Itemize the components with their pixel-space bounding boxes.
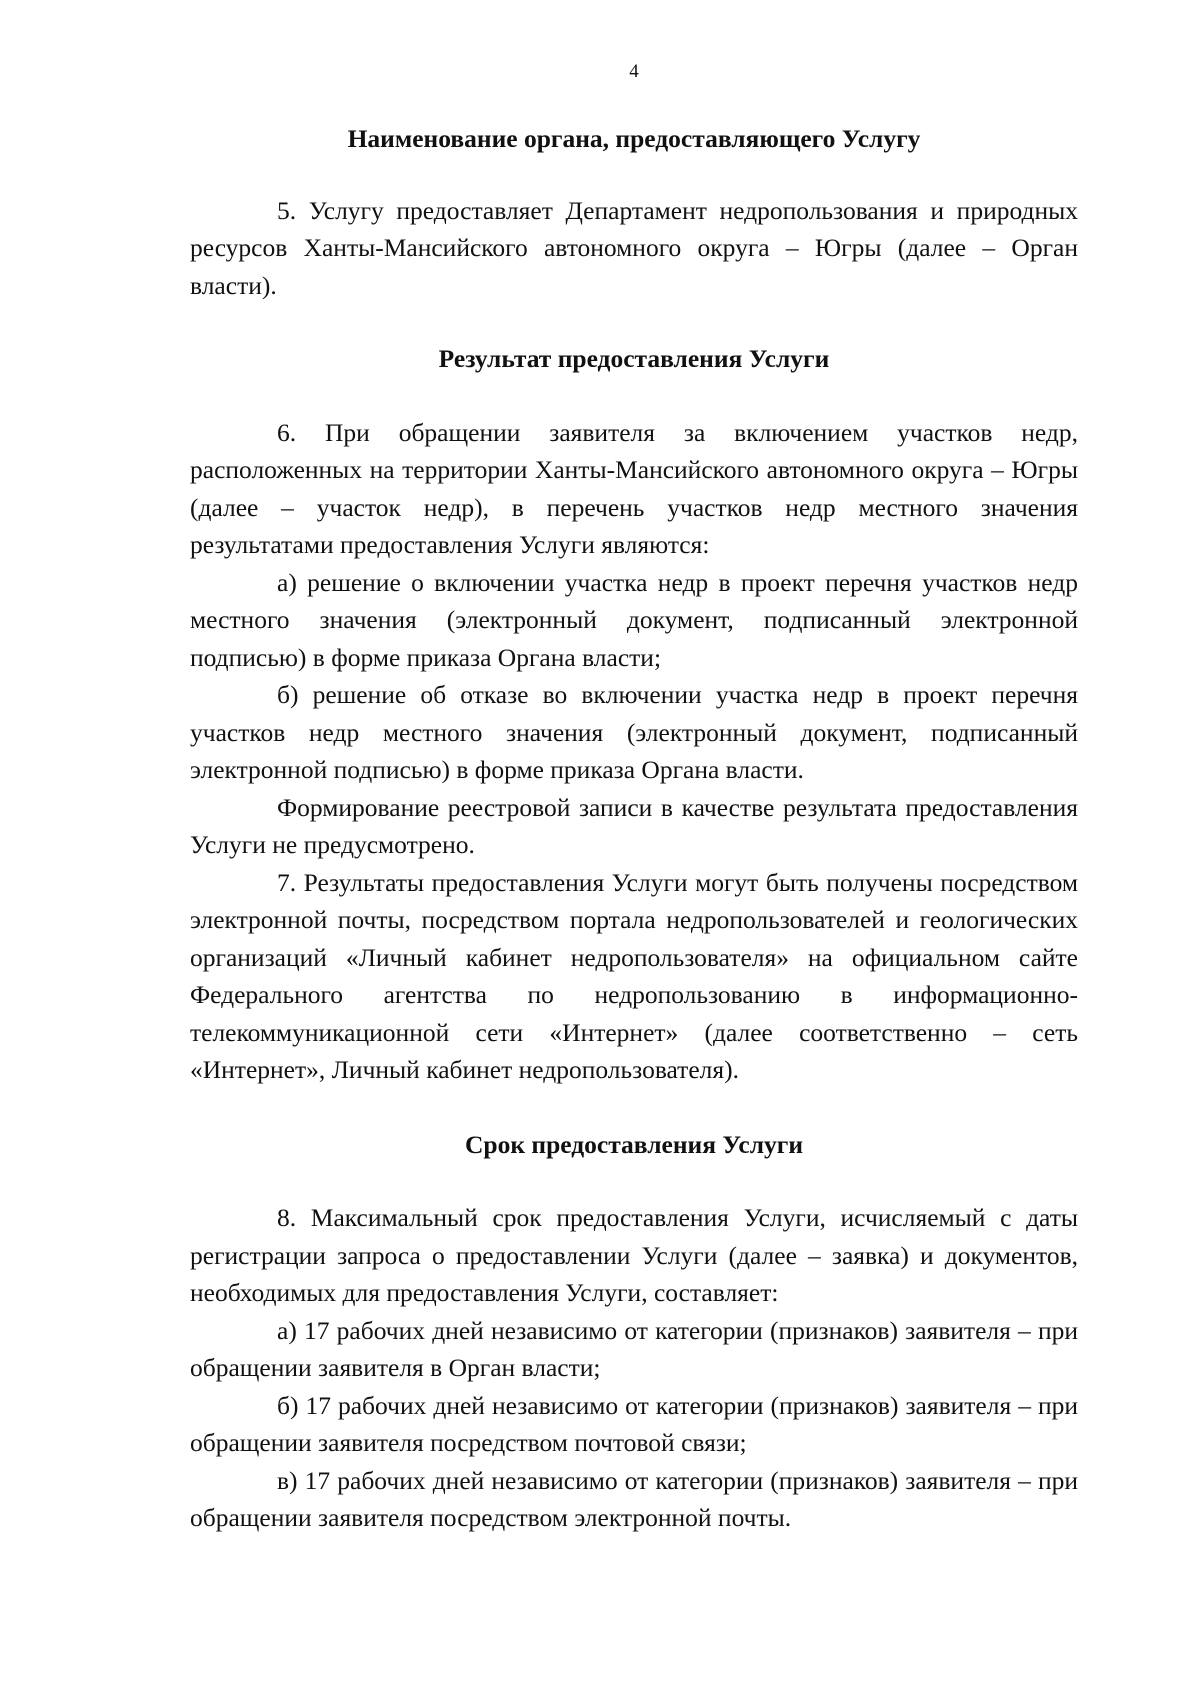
paragraph-6a: а) решение о включении участка недр в проект перечня участков недр местного значения (электронный документ, подписанный электронной подписью) в форме приказа Органа власти; — [190, 567, 1078, 672]
section-heading-authority: Наименование органа, предоставляющего Услугу — [347, 124, 921, 153]
page-number: 4 — [629, 61, 639, 82]
section-heading-term: Срок предоставления Услуги — [464, 1129, 804, 1159]
paragraph-8: 8. Максимальный срок предоставления Услуги, исчисляемый с даты регистрации запроса о предоставлении Услуги (далее – заявка) и документов, необходимых для предоставления Услуги, составляет: — [190, 1203, 1078, 1307]
section-heading-result: Результат предоставления Услуги — [438, 344, 830, 373]
paragraph-7: 7. Результаты предоставления Услуги могут быть получены посредством электронной почты, посредством портала недропользователей и геологических организаций «Личный кабинет недропользователя» на официальном сайте Федерального агентства по недропользованию в информационно-телекоммуникационной сети «Интернет» (далее соответственно – сеть «Интернет», Личный кабинет недропользователя). — [190, 867, 1078, 1084]
paragraph-5: 5. Услугу предоставляет Департамент недропользования и природных ресурсов Ханты-Мансийского автономного округа – Югры (далее – Орган власти). — [190, 195, 1078, 300]
paragraph-registry-note: Формирование реестровой записи в качестве результата предоставления Услуги не предусмотрено. — [190, 792, 1078, 859]
paragraph-8b: б) 17 рабочих дней независимо от категории (признаков) заявителя – при обращении заявителя посредством почтовой связи; — [190, 1390, 1078, 1457]
paragraph-6: 6. При обращении заявителя за включением участков недр, расположенных на территории Ханты-Мансийского автономного округа – Югры (далее – участок недр), в перечень участков недр местного значения результатами предоставления Услуги являются: — [190, 417, 1078, 559]
paragraph-8a: а) 17 рабочих дней независимо от категории (признаков) заявителя – при обращении заявителя в Орган власти; — [190, 1315, 1078, 1382]
paragraph-8c: в) 17 рабочих дней независимо от категории (признаков) заявителя – при обращении заявителя посредством электронной почты. — [190, 1465, 1078, 1532]
paragraph-6b: б) решение об отказе во включении участка недр в проект перечня участков недр местного значения (электронный документ, подписанный электронной подписью) в форме приказа Органа власти. — [190, 680, 1078, 784]
